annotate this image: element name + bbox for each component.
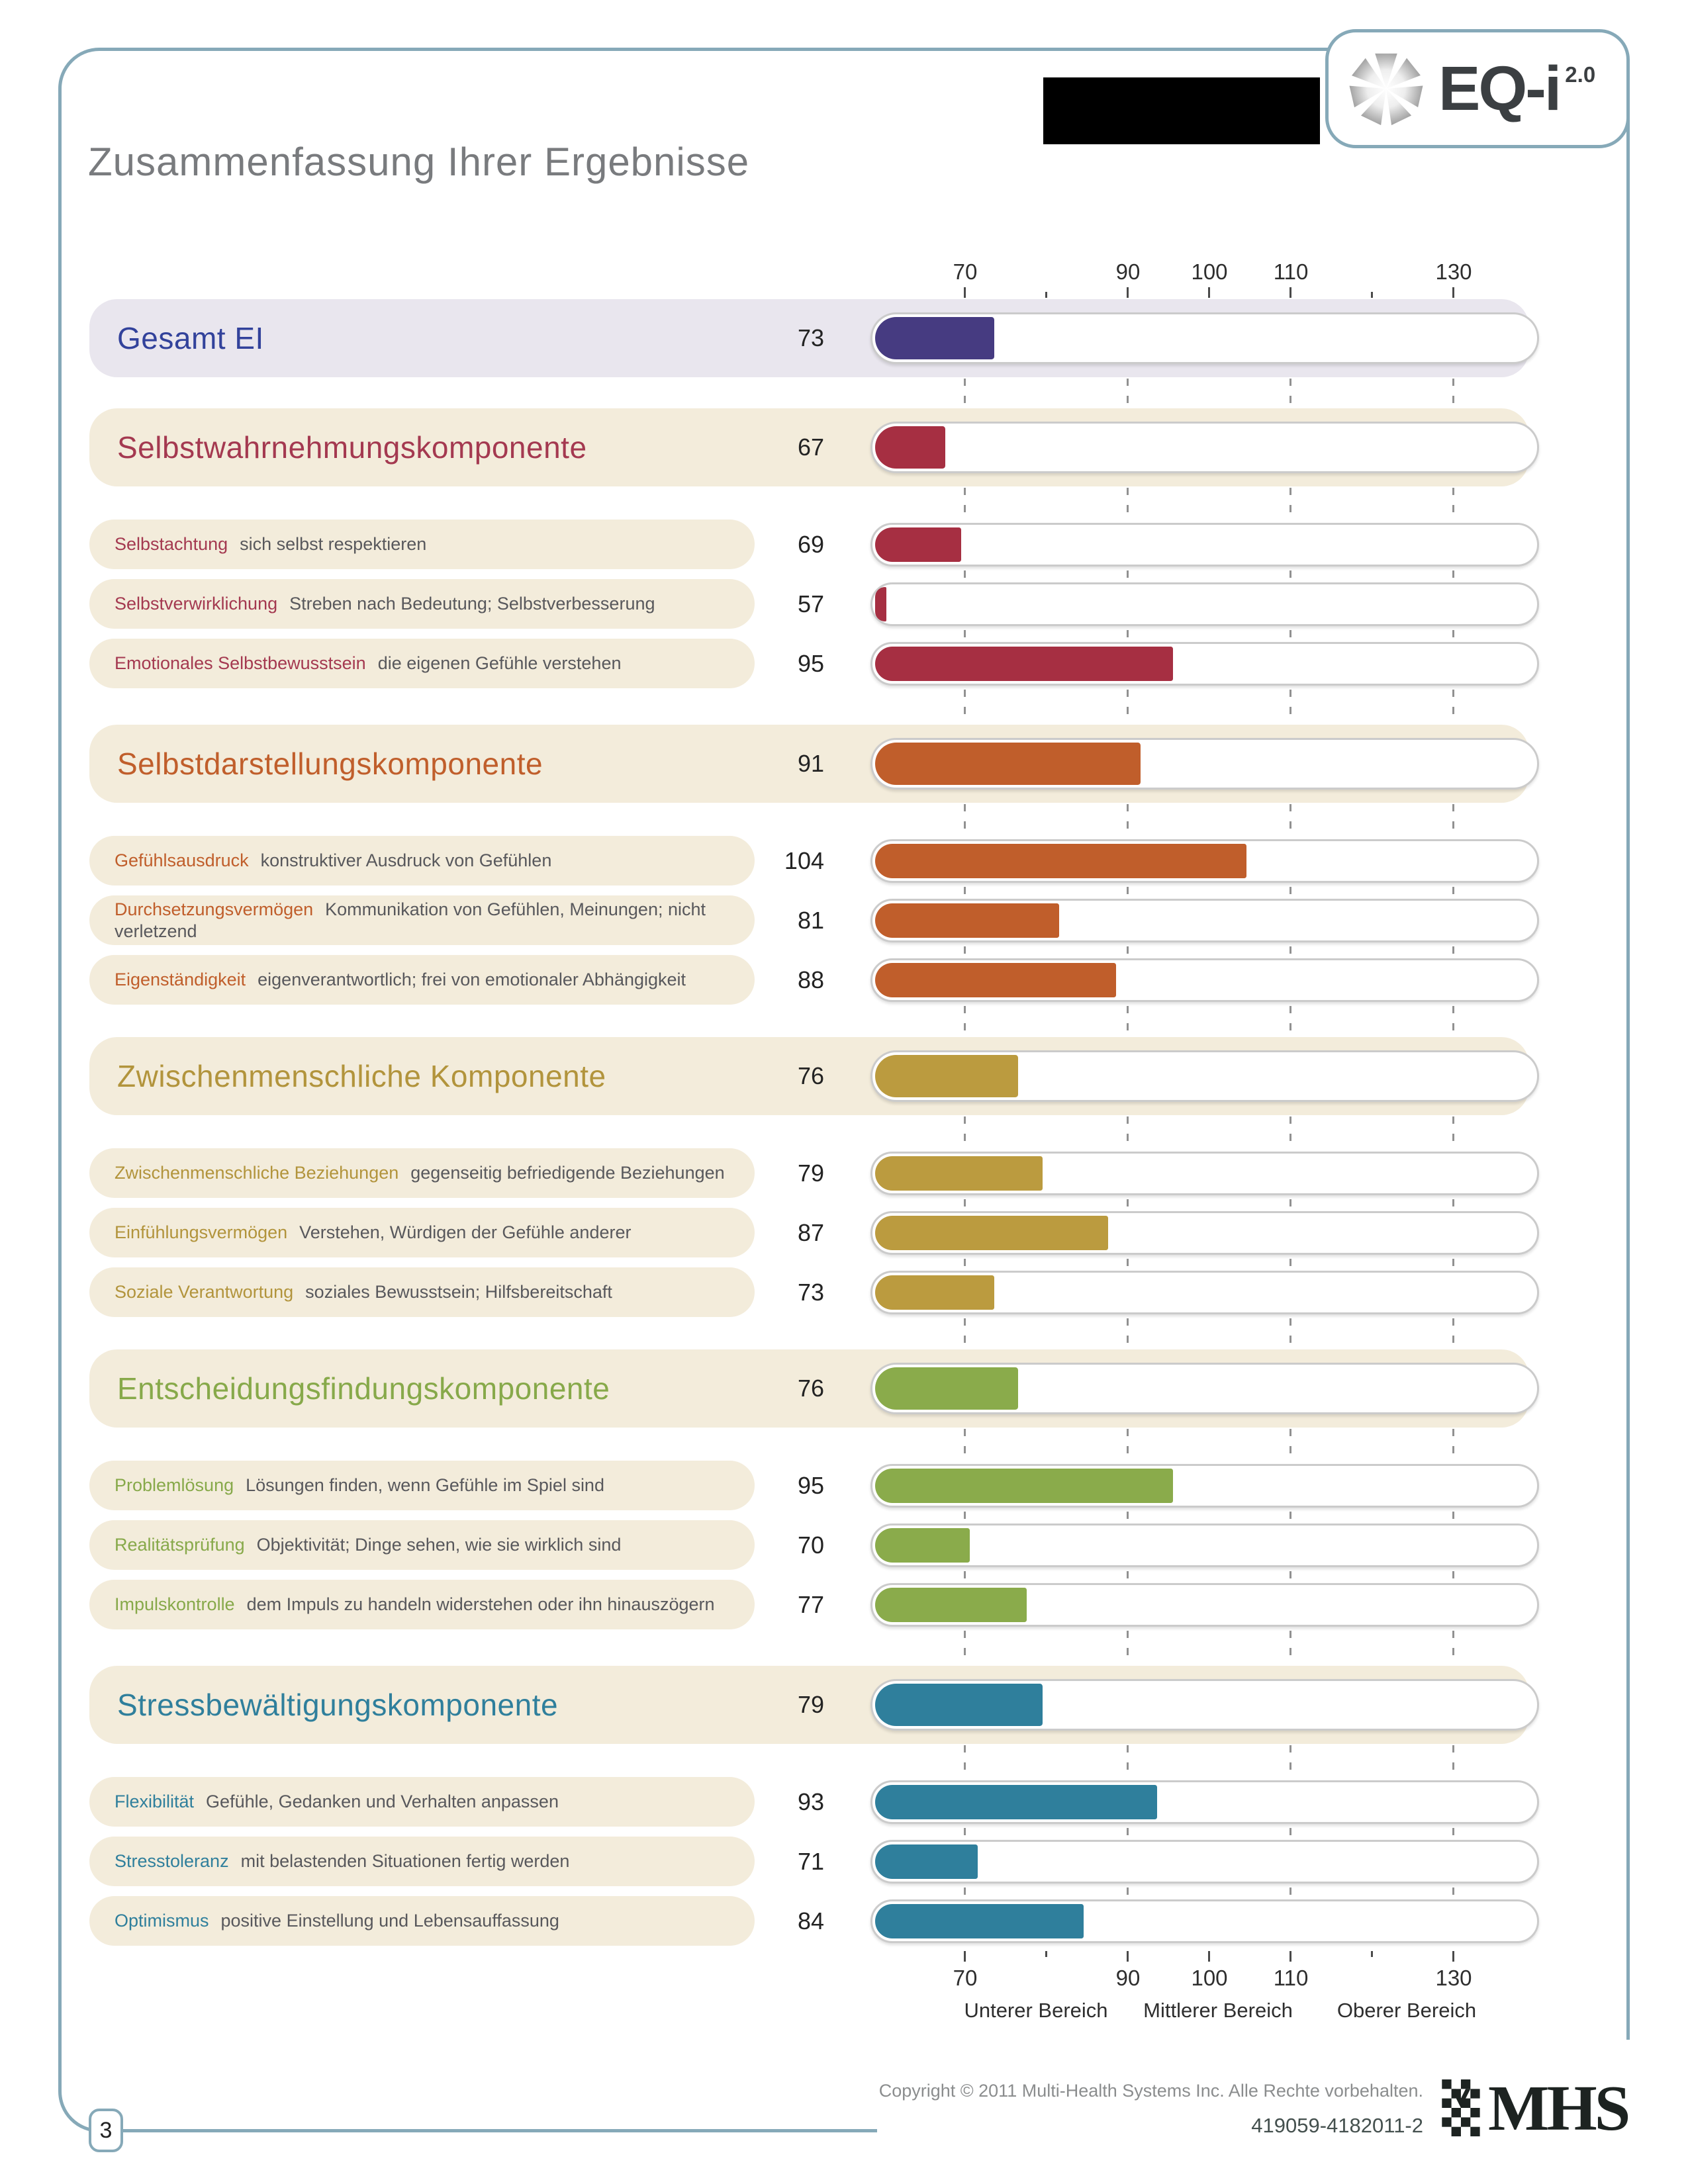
tick-dash xyxy=(964,1116,966,1147)
tick-dash xyxy=(1452,1199,1454,1206)
tick-dash xyxy=(1452,379,1454,407)
subscale-score: 87 xyxy=(797,1218,824,1246)
axis-tick xyxy=(1452,1951,1454,1962)
tick-dash xyxy=(1452,1571,1454,1578)
subscale-label-capsule xyxy=(89,836,755,886)
subscale-score: 77 xyxy=(797,1590,824,1618)
range-label-middle: Mittlerer Bereich xyxy=(1143,1999,1293,2022)
axis-tick xyxy=(1371,1951,1373,1957)
tick-dash xyxy=(1452,1116,1454,1147)
mhs-logo-text: MHS xyxy=(1488,2072,1628,2144)
subscale-name: Gefühlsausdruck xyxy=(115,850,249,870)
axis-gap xyxy=(89,1428,1529,1461)
subscale-description: eigenverantwortlich; frei von emotionaler Abhängigkeit xyxy=(258,970,686,989)
subscale-score: 70 xyxy=(797,1531,824,1559)
section-title: Stressbewältigungskomponente xyxy=(117,1688,559,1722)
score-bar-fill xyxy=(875,1367,1018,1410)
section-row-zwischenmenschlich xyxy=(89,1037,1529,1115)
page-title: Zusammenfassung Ihrer Ergebnisse xyxy=(88,140,750,184)
axis-tick xyxy=(1127,1951,1129,1962)
eqi-logo xyxy=(1325,29,1630,148)
tick-dash xyxy=(964,570,966,578)
axis-gap xyxy=(89,1570,1529,1580)
subscale-name: Selbstachtung xyxy=(115,534,228,554)
tick-dash xyxy=(1289,1318,1291,1348)
tick-dash xyxy=(1289,1429,1291,1459)
tick-dash xyxy=(1127,804,1129,835)
subscale-row-realitaetspruefung xyxy=(89,1520,1529,1570)
subscale-row-emotionales-selbstbewusstsein xyxy=(89,639,1529,688)
axis-label: 130 xyxy=(1435,259,1472,284)
subscale-description: konstruktiver Ausdruck von Gefühlen xyxy=(260,850,552,870)
score-bar-fill xyxy=(875,963,1116,997)
subscale-description: Streben nach Bedeutung; Selbstverbesserung xyxy=(289,594,655,614)
score-bar-fill xyxy=(875,1844,978,1879)
score-track xyxy=(870,1211,1539,1255)
axis-gap xyxy=(89,377,1529,408)
form-code: 419059-4182011-2 xyxy=(1251,2114,1423,2137)
tick-dash xyxy=(1452,1429,1454,1459)
subscale-text xyxy=(115,1281,612,1303)
section-row-gesamt-ei xyxy=(89,299,1529,377)
score-bar-fill xyxy=(875,1216,1108,1250)
axis-tick xyxy=(1045,1951,1047,1957)
score-track xyxy=(870,1899,1539,1943)
subscale-row-gefuehlsausdruck xyxy=(89,836,1529,886)
axis-gap xyxy=(89,1115,1529,1148)
score-track xyxy=(870,422,1539,473)
tick-dash xyxy=(1127,1512,1129,1519)
subscale-text xyxy=(115,593,655,615)
subscale-name: Realitätsprüfung xyxy=(115,1535,245,1555)
subscale-row-soziale-verantwortung xyxy=(89,1267,1529,1317)
score-track xyxy=(870,1583,1539,1627)
axis-label: 90 xyxy=(1115,1966,1141,1990)
page-number-badge: 3 xyxy=(89,2109,123,2152)
subscale-text xyxy=(115,1910,559,1932)
tick-dash xyxy=(1289,1006,1291,1036)
axis-gap xyxy=(89,1827,1529,1837)
subscale-text xyxy=(115,533,426,555)
chart-axis-bottom xyxy=(89,1951,1529,2037)
axis-tick xyxy=(964,287,966,298)
subscale-row-eigenstaendigkeit xyxy=(89,955,1529,1005)
subscale-label-capsule xyxy=(89,1267,755,1317)
tick-dash xyxy=(1452,630,1454,637)
axis-gap xyxy=(89,1744,1529,1777)
subscale-score: 84 xyxy=(797,1907,824,1934)
subscale-score: 81 xyxy=(797,906,824,934)
subscale-row-einfuehlungsvermoegen xyxy=(89,1208,1529,1257)
subscale-text xyxy=(115,1475,604,1496)
section-title: Gesamt EI xyxy=(117,321,264,355)
subscale-description: soziales Bewusstsein; Hilfsbereitschaft xyxy=(305,1282,612,1302)
score-bar-fill xyxy=(875,743,1141,785)
starburst-icon xyxy=(1347,50,1425,128)
score-bar-fill xyxy=(875,1528,970,1563)
tick-dash xyxy=(1127,1745,1129,1776)
subscale-label-capsule xyxy=(89,1461,755,1510)
subscale-score: 95 xyxy=(797,1471,824,1499)
tick-dash xyxy=(964,690,966,723)
subscale-score: 69 xyxy=(797,530,824,558)
axis-gap xyxy=(89,1886,1529,1896)
tick-dash xyxy=(1289,1199,1291,1206)
tick-dash xyxy=(1289,488,1291,518)
tick-dash xyxy=(964,1512,966,1519)
tick-dash xyxy=(1289,1888,1291,1895)
section-title: Zwischenmenschliche Komponente xyxy=(117,1059,606,1093)
axis-tick xyxy=(964,1951,966,1962)
section-score: 91 xyxy=(797,750,824,777)
section-score: 67 xyxy=(797,433,824,461)
axis-gap xyxy=(89,1317,1529,1349)
axis-label: 110 xyxy=(1273,1966,1309,1990)
tick-dash xyxy=(964,1888,966,1895)
tick-dash xyxy=(964,379,966,407)
subscale-description: gegenseitig befriedigende Beziehungen xyxy=(410,1163,725,1183)
mhs-logo-icon xyxy=(1442,2079,1483,2136)
section-score: 79 xyxy=(797,1691,824,1718)
tick-dash xyxy=(1452,887,1454,894)
section-row-stressbewaeltigung xyxy=(89,1666,1529,1744)
tick-dash xyxy=(1289,1259,1291,1266)
mhs-logo xyxy=(1442,2072,1628,2144)
subscale-text xyxy=(115,1222,631,1244)
tick-dash xyxy=(1452,570,1454,578)
tick-dash xyxy=(1127,1888,1129,1895)
copyright-line: Copyright © 2011 Multi-Health Systems Inc. Alle Rechte vorbehalten. xyxy=(878,2081,1423,2101)
score-track xyxy=(870,312,1539,364)
axis-gap xyxy=(89,945,1529,955)
tick-dash xyxy=(1127,690,1129,723)
score-track xyxy=(870,523,1539,567)
section-row-selbstwahrnehmung xyxy=(89,408,1529,486)
axis-label: 100 xyxy=(1191,259,1228,284)
tick-dash xyxy=(1127,1116,1129,1147)
tick-dash xyxy=(1127,630,1129,637)
subscale-row-stresstoleranz xyxy=(89,1837,1529,1886)
subscale-description: mit belastenden Situationen fertig werden xyxy=(240,1851,570,1871)
subscale-label-capsule xyxy=(89,1580,755,1629)
axis-gap xyxy=(89,1629,1529,1666)
subscale-label-capsule xyxy=(89,579,755,629)
tick-dash xyxy=(1289,630,1291,637)
axis-gap xyxy=(89,1005,1529,1037)
section-title: Selbstdarstellungskomponente xyxy=(117,747,543,781)
tick-dash xyxy=(964,1745,966,1776)
subscale-label-capsule xyxy=(89,1208,755,1257)
subscale-text xyxy=(115,1594,715,1615)
tick-dash xyxy=(1127,1199,1129,1206)
tick-dash xyxy=(1289,379,1291,407)
score-bar-fill xyxy=(875,903,1059,938)
tick-dash xyxy=(1127,488,1129,518)
tick-dash xyxy=(1452,1828,1454,1835)
subscale-label-capsule xyxy=(89,1896,755,1946)
axis-tick xyxy=(1208,287,1210,298)
subscale-name: Selbstverwirklichung xyxy=(115,594,278,614)
subscale-score: 95 xyxy=(797,649,824,677)
subscale-name: Flexibilität xyxy=(115,1792,195,1811)
tick-dash xyxy=(1127,570,1129,578)
axis-tick xyxy=(1127,287,1129,298)
axis-tick xyxy=(1208,1951,1210,1962)
section-score: 76 xyxy=(797,1062,824,1089)
score-track xyxy=(870,1679,1539,1731)
section-score: 73 xyxy=(797,324,824,351)
subscale-description: Gefühle, Gedanken und Verhalten anpassen xyxy=(206,1792,559,1811)
subscale-label-capsule xyxy=(89,520,755,569)
tick-dash xyxy=(1289,570,1291,578)
tick-dash xyxy=(1289,887,1291,894)
tick-dash xyxy=(1452,804,1454,835)
axis-gap xyxy=(89,486,1529,520)
subscale-label-capsule xyxy=(89,1837,755,1886)
tick-dash xyxy=(964,887,966,894)
tick-dash xyxy=(964,1259,966,1266)
subscale-label-capsule xyxy=(89,639,755,688)
subscale-name: Impulskontrolle xyxy=(115,1594,235,1614)
score-track xyxy=(870,1524,1539,1567)
tick-dash xyxy=(1452,1259,1454,1266)
tick-dash xyxy=(1452,690,1454,723)
subscale-text xyxy=(115,1850,569,1872)
subscale-name: Einfühlungsvermögen xyxy=(115,1222,288,1242)
subscale-label-capsule xyxy=(89,955,755,1005)
subscale-score: 73 xyxy=(797,1278,824,1306)
subscale-row-problemloesung xyxy=(89,1461,1529,1510)
axis-tick xyxy=(1289,287,1291,298)
score-bar-fill xyxy=(875,1275,994,1310)
axis-tick xyxy=(1452,287,1454,298)
score-track xyxy=(870,582,1539,626)
axis-gap xyxy=(89,886,1529,895)
tick-dash xyxy=(964,630,966,637)
score-bar-fill xyxy=(875,587,886,621)
tick-dash xyxy=(1289,1116,1291,1147)
subscale-name: Emotionales Selbstbewusstsein xyxy=(115,653,366,673)
tick-dash xyxy=(1289,1745,1291,1776)
score-bar-fill xyxy=(875,1055,1018,1097)
subscale-description: Kommunikation von Gefühlen, Meinungen; nicht verletzend xyxy=(115,899,706,941)
subscale-score: 71 xyxy=(797,1847,824,1875)
score-track xyxy=(870,839,1539,883)
score-track xyxy=(870,899,1539,942)
tick-dash xyxy=(964,804,966,835)
axis-label: 130 xyxy=(1435,1966,1472,1990)
subscale-row-zwischenmenschliche-beziehungen xyxy=(89,1148,1529,1198)
tick-dash xyxy=(1452,946,1454,954)
eqi-brand-text xyxy=(1438,53,1596,124)
score-track xyxy=(870,1050,1539,1102)
subscale-row-optimismus xyxy=(89,1896,1529,1946)
subscale-score: 88 xyxy=(797,966,824,993)
subscale-description: die eigenen Gefühle verstehen xyxy=(377,653,622,673)
subscale-text xyxy=(115,1162,725,1184)
score-bar-fill xyxy=(875,844,1246,878)
subscale-name: Problemlösung xyxy=(115,1475,234,1495)
score-bar-fill xyxy=(875,1469,1173,1503)
eqi-version: 2.0 xyxy=(1565,62,1596,87)
score-bar-fill xyxy=(875,317,994,359)
tick-dash xyxy=(964,946,966,954)
tick-dash xyxy=(1289,1571,1291,1578)
axis-gap xyxy=(89,803,1529,836)
tick-dash xyxy=(1289,1631,1291,1664)
subscale-description: Verstehen, Würdigen der Gefühle anderer xyxy=(299,1222,632,1242)
subscale-score: 79 xyxy=(797,1159,824,1187)
axis-label: 110 xyxy=(1273,259,1309,284)
tick-dash xyxy=(1452,1631,1454,1664)
tick-dash xyxy=(1289,690,1291,723)
axis-gap xyxy=(89,629,1529,639)
tick-dash xyxy=(1289,1828,1291,1835)
subscale-row-impulskontrolle xyxy=(89,1580,1529,1629)
subscale-row-durchsetzungsvermoegen xyxy=(89,895,1529,945)
tick-dash xyxy=(1452,1006,1454,1036)
subscale-text xyxy=(115,653,621,674)
range-label-lower: Unterer Bereich xyxy=(964,1999,1108,2022)
subscale-text xyxy=(115,1791,559,1813)
tick-dash xyxy=(1289,1512,1291,1519)
score-track xyxy=(870,958,1539,1002)
subscale-description: Objektivität; Dinge sehen, wie sie wirklich sind xyxy=(256,1535,622,1555)
subscale-text xyxy=(115,899,744,942)
tick-dash xyxy=(964,1828,966,1835)
chart-axis-top xyxy=(89,259,1529,298)
tick-dash xyxy=(1127,1828,1129,1835)
redacted-name-box xyxy=(1043,77,1320,144)
score-track xyxy=(870,642,1539,686)
axis-label: 100 xyxy=(1191,1966,1228,1990)
tick-dash xyxy=(1127,887,1129,894)
tick-dash xyxy=(964,1199,966,1206)
subscale-score: 104 xyxy=(784,846,824,874)
range-label-upper: Oberer Bereich xyxy=(1336,1999,1477,2022)
axis-tick xyxy=(1289,1951,1291,1962)
tick-dash xyxy=(1452,1318,1454,1348)
subscale-label-capsule xyxy=(89,1777,755,1827)
score-bar-fill xyxy=(875,1785,1157,1819)
subscale-text xyxy=(115,969,686,991)
subscale-name: Soziale Verantwortung xyxy=(115,1282,294,1302)
subscale-score: 93 xyxy=(797,1788,824,1815)
axis-label: 70 xyxy=(953,1966,978,1990)
tick-dash xyxy=(1127,1631,1129,1664)
tick-dash xyxy=(1127,1571,1129,1578)
subscale-name: Optimismus xyxy=(115,1911,209,1931)
chart-content xyxy=(89,0,1529,2037)
subscale-name: Stresstoleranz xyxy=(115,1851,229,1871)
tick-dash xyxy=(964,1631,966,1664)
score-bar-fill xyxy=(875,647,1173,681)
tick-dash xyxy=(964,488,966,518)
score-track xyxy=(870,738,1539,790)
subscale-description: sich selbst respektieren xyxy=(240,534,427,554)
score-bar-fill xyxy=(875,1904,1084,1938)
score-bar-fill xyxy=(875,426,945,469)
tick-dash xyxy=(964,1429,966,1459)
subscale-label-capsule xyxy=(89,895,755,945)
axis-gap xyxy=(89,1510,1529,1520)
section-title: Selbstwahrnehmungskomponente xyxy=(117,430,587,465)
tick-dash xyxy=(1289,804,1291,835)
score-track xyxy=(870,1464,1539,1508)
subscale-row-selbstachtung xyxy=(89,520,1529,569)
subscale-row-selbstverwirklichung xyxy=(89,579,1529,629)
subscale-description: Lösungen finden, wenn Gefühle im Spiel sind xyxy=(246,1475,604,1495)
section-title: Entscheidungsfindungskomponente xyxy=(117,1371,610,1406)
tick-dash xyxy=(1127,379,1129,407)
section-row-selbstdarstellung xyxy=(89,725,1529,803)
subscale-label-capsule xyxy=(89,1148,755,1198)
subscale-text xyxy=(115,850,551,872)
eqi-brand: EQ-i xyxy=(1438,53,1560,124)
tick-dash xyxy=(964,1006,966,1036)
tick-dash xyxy=(964,1571,966,1578)
score-track xyxy=(870,1271,1539,1314)
score-bar-fill xyxy=(875,1156,1043,1191)
tick-dash xyxy=(964,1318,966,1348)
axis-tick xyxy=(1371,292,1373,298)
subscale-label-capsule xyxy=(89,1520,755,1570)
tick-dash xyxy=(1127,1006,1129,1036)
axis-tick xyxy=(1045,292,1047,298)
subscale-row-flexibilitaet xyxy=(89,1777,1529,1827)
tick-dash xyxy=(1127,946,1129,954)
tick-dash xyxy=(1127,1429,1129,1459)
tick-dash xyxy=(1452,1888,1454,1895)
score-track xyxy=(870,1152,1539,1195)
subscale-score: 57 xyxy=(797,590,824,617)
tick-dash xyxy=(1127,1259,1129,1266)
section-score: 76 xyxy=(797,1375,824,1402)
axis-gap xyxy=(89,1257,1529,1267)
axis-gap xyxy=(89,1198,1529,1208)
axis-label: 70 xyxy=(953,259,978,284)
tick-dash xyxy=(1452,1512,1454,1519)
score-bar-fill xyxy=(875,1684,1043,1726)
subscale-text xyxy=(115,1534,621,1556)
score-bar-fill xyxy=(875,527,961,562)
score-track xyxy=(870,1780,1539,1824)
subscale-description: dem Impuls zu handeln widerstehen oder ihn hinauszögern xyxy=(246,1594,715,1614)
subscale-name: Zwischenmenschliche Beziehungen xyxy=(115,1163,399,1183)
score-track xyxy=(870,1840,1539,1884)
tick-dash xyxy=(1127,1318,1129,1348)
section-row-entscheidungsfindung xyxy=(89,1349,1529,1428)
score-track xyxy=(870,1363,1539,1414)
axis-gap xyxy=(89,688,1529,725)
tick-dash xyxy=(1289,946,1291,954)
axis-label: 90 xyxy=(1115,259,1141,284)
subscale-description: positive Einstellung und Lebensauffassung xyxy=(220,1911,559,1931)
subscale-name: Durchsetzungsvermögen xyxy=(115,899,314,919)
subscale-name: Eigenständigkeit xyxy=(115,970,246,989)
tick-dash xyxy=(1452,488,1454,518)
score-bar-fill xyxy=(875,1588,1027,1622)
axis-gap xyxy=(89,569,1529,579)
tick-dash xyxy=(1452,1745,1454,1776)
